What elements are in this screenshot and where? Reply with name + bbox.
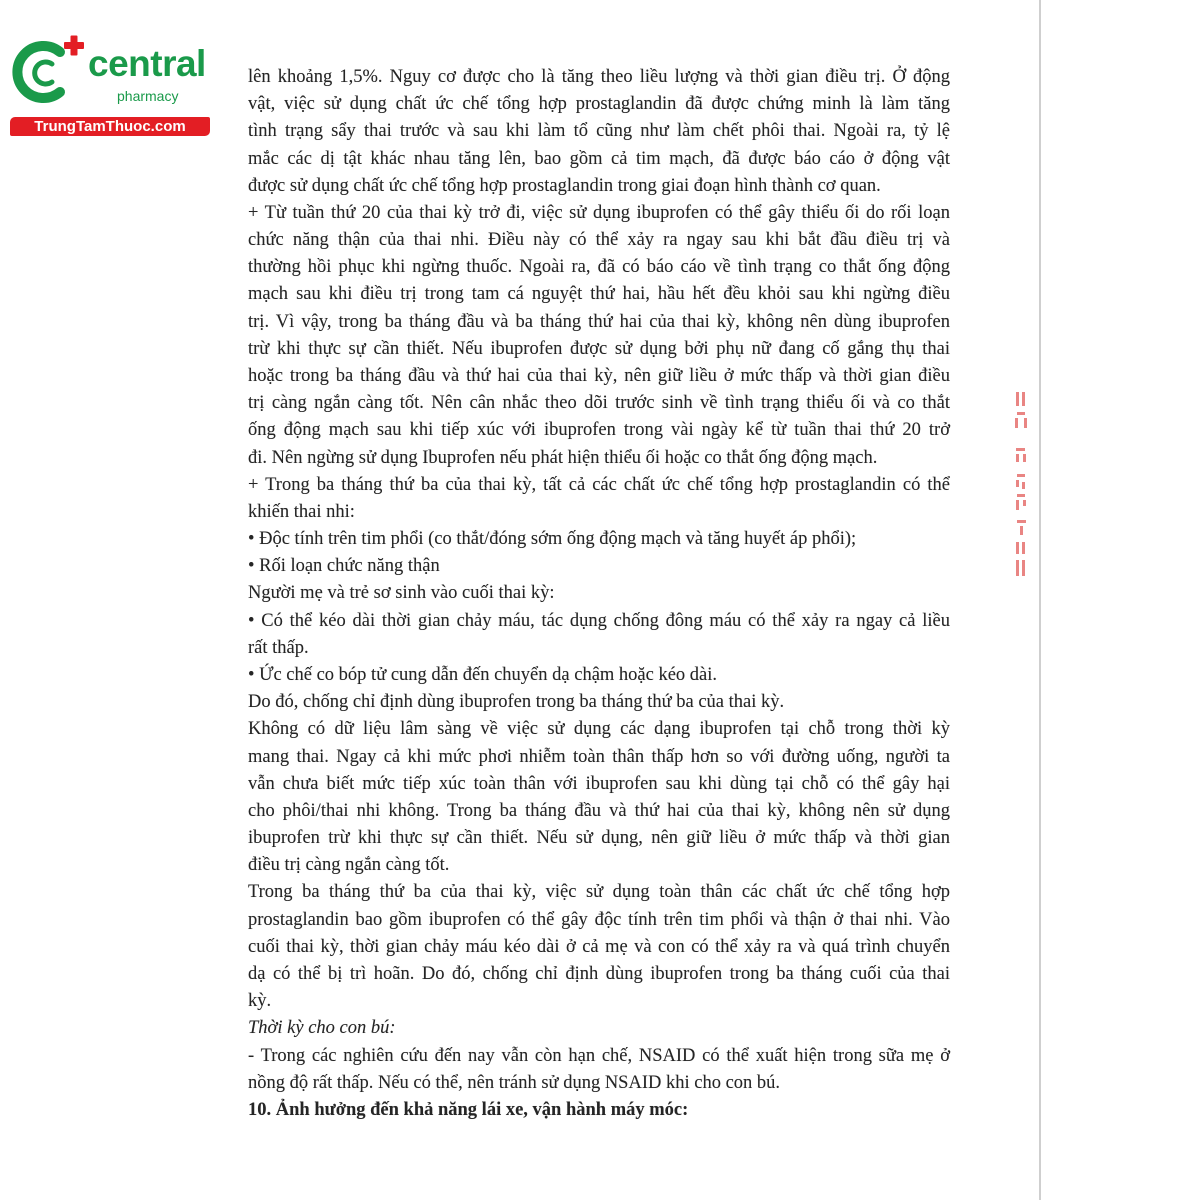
text-line: trừ khi thực sự cần thiết. Nếu ibuprofen được sử dụng bởi phụ nữ đang cố gắng thụ thai [248,338,950,359]
text-line: tình trạng sẩy thai trước và sau khi làm tổ cũng như làm chết phôi thai. Ngoài ra, tỷ lệ [248,121,950,142]
logo-website-banner[interactable]: TrungTamThuoc.com [10,117,210,136]
section-10-heading: 10. Ảnh hưởng đến khả năng lái xe, vận hành máy móc: [248,1099,689,1120]
logo-brand-name: central [88,43,206,84]
text-line: chức năng thận của thai nhi. Điều này có thể xảy ra ngay sau khi bắt đầu điều trị và [248,230,950,251]
text-line: ống động mạch sau khi tiếp xúc với ibuprofen trong vài ngày kể từ tuần thai thứ 20 trở [248,420,950,441]
text-line: Do đó, chống chỉ định dùng ibuprofen trong ba tháng thứ ba của thai kỳ. [248,692,785,713]
text-line: nồng độ rất thấp. Nếu có thể, nên tránh sử dụng NSAID khi cho con bú. [248,1072,781,1093]
text-line: + Trong ba tháng thứ ba của thai kỳ, tất cả các chất ức chế tổng hợp prostaglandin có thể [248,474,950,495]
text-line: hoặc trong ba tháng đầu và thứ hai của thai kỳ, nên giữ liều ở mức thấp và thời gian điều [248,366,950,386]
text-line: mang thai. Ngay cả khi mức phơi nhiễm toàn thân thấp hơn so với đường uống, người ta [248,746,950,767]
text-line: • Có thể kéo dài thời gian chảy máu, tác dụng chống đông máu có thể xảy ra ngay cả liều [248,610,950,631]
text-line: prostaglandin bao gồm ibuprofen có thể gây độc tính trên tim phổi và thận ở thai nhi. Vào [248,909,950,930]
text-line: kỳ. [248,991,272,1012]
text-line: cho phôi/thai nhi không. Trong ba tháng đầu và thứ hai của thai kỳ, không nên sử dụng [248,800,950,821]
text-line: điều trị càng ngắn càng tốt. [248,855,450,876]
text-line: mắc các dị tật khác nhau tăng lên, bao gồm cả tim mạch, đã được báo cáo ở động vật [248,148,950,169]
text-line: Không có dữ liệu lâm sàng về việc sử dụng các dạng ibuprofen tại chỗ trong thời kỳ [248,719,950,740]
text-line: cuối thai kỳ, thời gian chảy máu kéo dài ở cả mẹ và con có thể xảy ra và quá trình chuyển [248,936,950,957]
text-line: • Ức chế co bóp tử cung dẫn đến chuyển dạ chậm hoặc kéo dài. [248,665,718,685]
text-line: đi. Nên ngừng sử dụng Ibuprofen nếu phát hiện thiểu ối hoặc co thắt ống động mạch. [248,447,878,468]
text-line: được sử dụng chất ức chế tổng hợp prostaglandin trong giai đoạn hình thành cơ quan. [248,175,881,196]
text-line: trị càng ngắn càng tốt. Nên cân nhắc theo dõi trước sinh về tình trạng thiểu ối và co thắt [248,393,950,414]
text-line: vật, việc sử dụng chất ức chế tổng hợp prostaglandin đã được chứng minh là làm tăng [248,94,950,115]
text-line: + Từ tuần thứ 20 của thai kỳ trở đi, việc sử dụng ibuprofen có thể gây thiểu ối do rối loạn [248,202,950,223]
text-line: - Trong các nghiên cứu đến nay vẫn còn hạn chế, NSAID có thể xuất hiện trong sữa mẹ ở [248,1045,950,1066]
text-line: lên khoảng 1,5%. Nguy cơ được cho là tăng theo liều lượng và thời gian điều trị. Ở động [248,67,950,87]
text-line: ibuprofen trừ khi thực sự cần thiết. Nếu sử dụng, nên giữ liều ở mức thấp và thời gian [248,828,950,848]
text-line: vẫn chưa biết mức tiếp xúc toàn thân với ibuprofen sau khi dùng tại chỗ có thể gây hại [248,773,950,794]
breastfeeding-heading: Thời kỳ cho con bú: [248,1018,396,1039]
text-line: khiến thai nhi: [248,501,355,522]
text-line: thường hồi phục khi ngừng thuốc. Ngoài ra, đã có báo cáo về tình trạng co thắt ống động [248,257,950,278]
text-line: rất thấp. [248,637,309,658]
text-line: • Rối loạn chức năng thận [248,556,440,577]
logo-tagline: pharmacy [117,88,179,104]
text-line: Người mẹ và trẻ sơ sinh vào cuối thai kỳ: [248,583,555,604]
text-line: dạ có thể bị trì hoãn. Do đó, chống chỉ định dùng ibuprofen trong ba tháng cuối của thai [248,963,950,984]
text-line: mạch sau khi điều trị trong tam cá nguyệt thứ hai, hầu hết đều khỏi sau khi ngừng điều [248,284,950,305]
text-line: trị. Vì vậy, trong ba tháng đầu và ba tháng thứ hai của thai kỳ, không nên dùng ibuprofen [248,311,950,332]
text-line: • Độc tính trên tim phổi (co thắt/đóng sớm ống động mạch và tăng huyết áp phổi); [248,529,857,550]
text-line: Trong ba tháng thứ ba của thai kỳ, việc sử dụng toàn thân các chất ức chế tổng hợp [248,882,950,903]
